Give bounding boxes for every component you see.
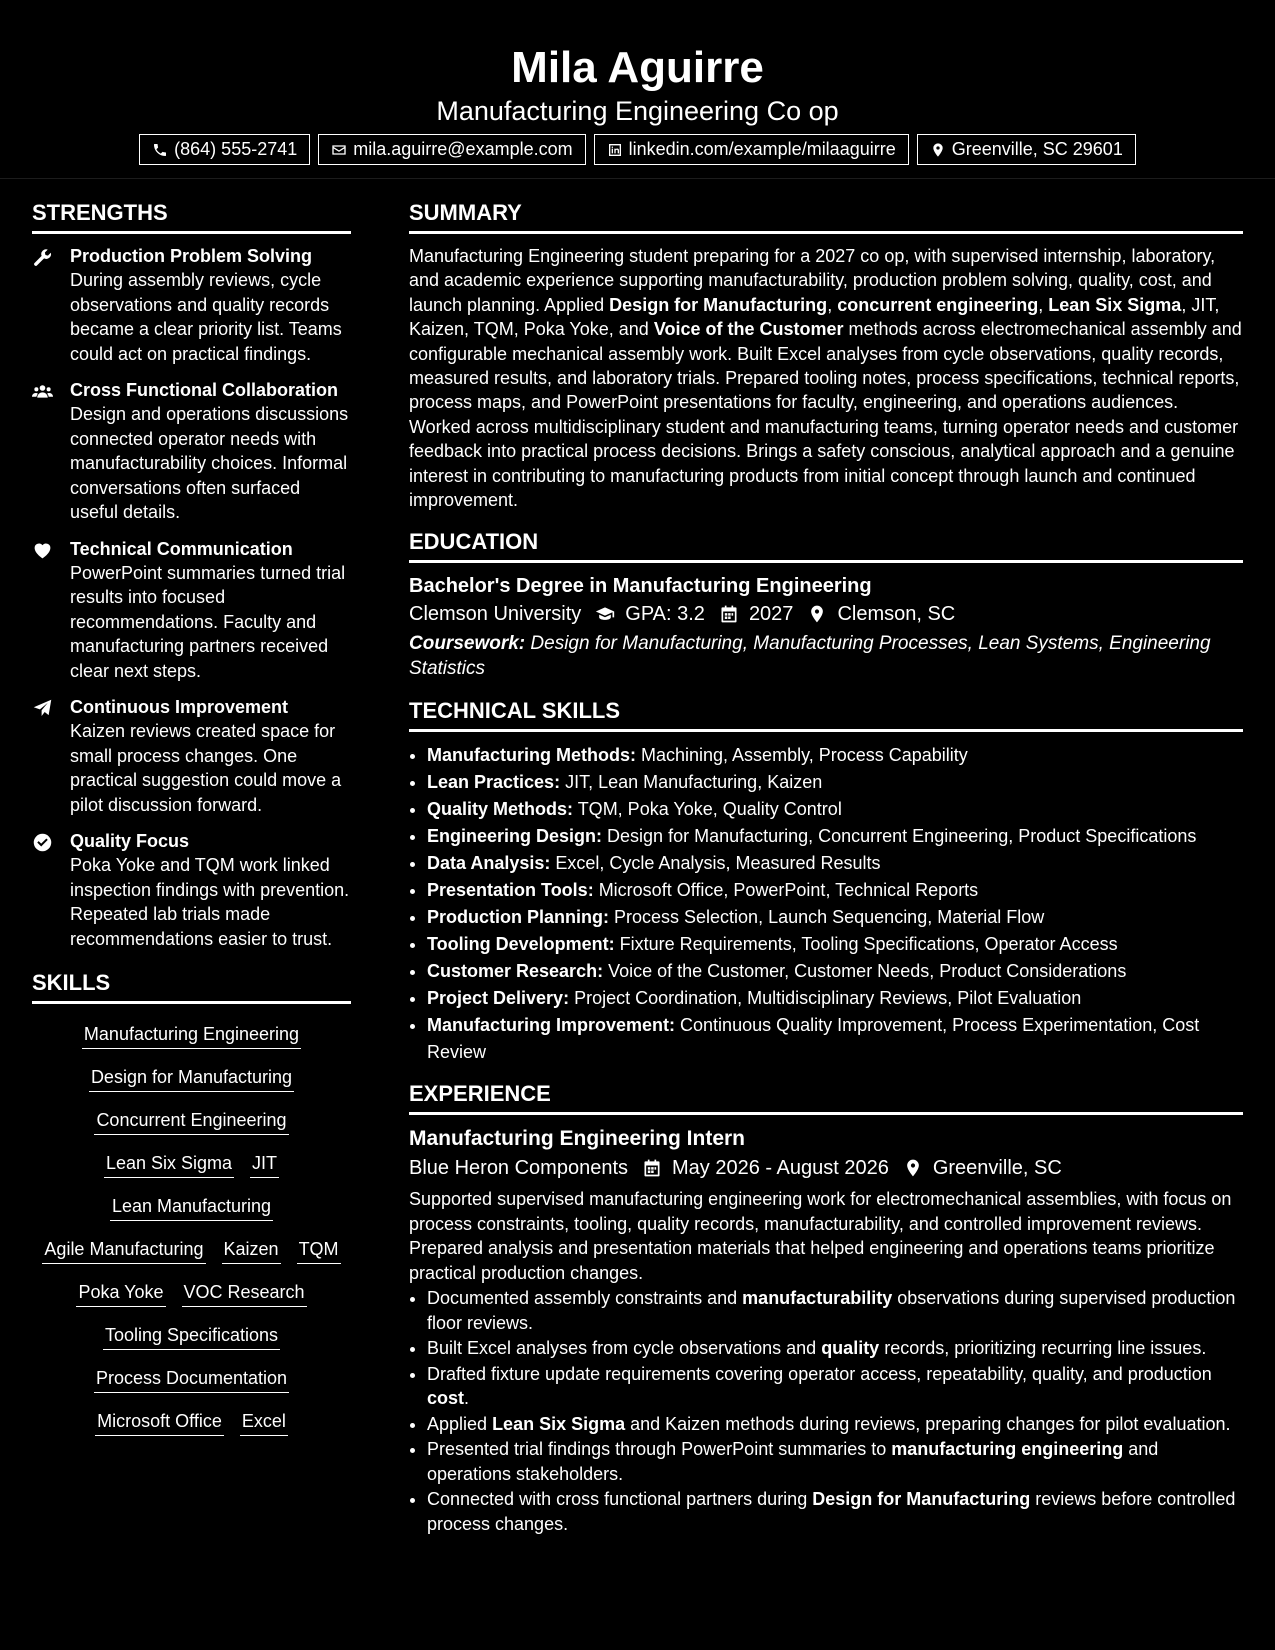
left-column: [32, 179, 351, 1536]
technical-skill-label: Production Planning:: [427, 907, 609, 928]
strength-item: [32, 695, 351, 817]
job-dates: May 2026 - August 2026: [672, 1157, 889, 1180]
technical-skill-item: [427, 1012, 1243, 1066]
skill-row: [94, 1108, 288, 1135]
technical-skill-label: Manufacturing Improvement:: [427, 1015, 676, 1036]
technical-skill-value: Design for Manufacturing, Concurrent Engineering, Product Specifications: [602, 826, 1197, 847]
paper-plane-icon: [32, 698, 53, 719]
skill-tag: Concurrent Engineering: [94, 1108, 288, 1135]
strength-description: Poka Yoke and TQM work linked inspection findings with prevention. Repeated lab trials made recommendations easier to trust.: [70, 855, 350, 949]
company-name: Blue Heron Components: [409, 1157, 629, 1180]
education-meta: [409, 599, 1243, 629]
summary-text: [409, 244, 1243, 512]
technical-skill-value: Project Coordination, Multidisciplinary Reviews, Pilot Evaluation: [569, 988, 1082, 1009]
technical-skill-item: [427, 904, 1243, 931]
experience-bullet: [427, 1437, 1243, 1486]
bold-text: Design for Manufacturing: [812, 1489, 1031, 1510]
experience-bullet: [427, 1412, 1243, 1437]
experience-heading: EXPERIENCE: [409, 1080, 1243, 1115]
skill-row: [103, 1323, 280, 1350]
contact-email[interactable]: [318, 134, 585, 165]
experience-bullet: [427, 1362, 1243, 1411]
heart-icon: [32, 540, 53, 561]
job-location: Greenville, SC: [932, 1157, 1062, 1180]
linkedin-icon: [607, 142, 623, 158]
text-segment: .: [464, 1388, 470, 1409]
text-segment: and Kaizen methods during reviews, preparing changes for pilot evaluation.: [625, 1413, 1231, 1434]
skill-tag: Agile Manufacturing: [42, 1237, 205, 1264]
technical-skill-label: Engineering Design:: [427, 826, 603, 847]
graduation-cap-icon: [595, 604, 615, 624]
strength-title: Technical Communication: [70, 538, 293, 559]
school-location: Clemson, SC: [837, 603, 956, 626]
contact-location: [917, 134, 1136, 165]
job-description: Supported supervised manufacturing engineering work for electromechanical assemblies, with focus on process constraints, tooling, quality records, manufacturability, and controlled improvement reviews. Prepared analysis and presentation materials that helped engineering and operations teams prioritize practical production changes.: [409, 1189, 1232, 1283]
strengths-heading: STRENGTHS: [32, 199, 351, 234]
technical-skill-value: Voice of the Customer, Customer Needs, Product Considerations: [603, 961, 1127, 982]
summary-heading: SUMMARY: [409, 199, 1243, 234]
technical-skill-item: [427, 769, 1243, 796]
contact-linkedin[interactable]: [594, 134, 909, 165]
skill-tag: Lean Manufacturing: [110, 1194, 273, 1221]
skill-tag: Process Documentation: [94, 1366, 289, 1393]
skill-tag: TQM: [297, 1237, 341, 1264]
technical-skill-item: [427, 850, 1243, 877]
wrench-icon: [32, 247, 53, 268]
degree-title: Bachelor's Degree in Manufacturing Engineering: [409, 575, 872, 598]
strength-title: Continuous Improvement: [70, 697, 289, 717]
contact-phone[interactable]: [139, 134, 310, 165]
technical-skill-value: TQM, Poka Yoke, Quality Control: [573, 799, 842, 820]
bold-text: manufacturing engineering: [891, 1439, 1124, 1460]
candidate-role: Manufacturing Engineering Co op: [436, 96, 839, 126]
skill-tag: VOC Research: [182, 1280, 307, 1307]
candidate-name: Mila Aguirre: [511, 43, 764, 92]
skill-row: [95, 1409, 288, 1436]
skills-list: [32, 1022, 351, 1436]
right-column: [409, 179, 1243, 1536]
strength-description: Design and operations discussions connected operator needs with manufacturability choices. Informal conversations often surfaced useful details.: [70, 404, 349, 522]
skill-row: [76, 1280, 306, 1307]
skill-row: [82, 1022, 301, 1049]
experience-bullet: [427, 1286, 1243, 1335]
contact-email-text: mila.aguirre@example.com: [353, 139, 573, 159]
technical-skill-value: Machining, Assembly, Process Capability: [636, 745, 968, 766]
skill-row: [42, 1237, 340, 1264]
technical-skill-label: Data Analysis:: [427, 853, 551, 874]
experience-bullet: [427, 1336, 1243, 1361]
graduation-year: 2027: [748, 603, 794, 626]
bold-text: Design for Manufacturing: [609, 294, 828, 315]
contact-location-text: Greenville, SC 29601: [951, 139, 1123, 159]
text-segment: observations during supervised production floor reviews.: [427, 1288, 1236, 1333]
school-name: Clemson University: [409, 603, 582, 626]
skill-tag: Kaizen: [222, 1237, 281, 1264]
job-bullets: [409, 1286, 1243, 1536]
bold-text: Voice of the Customer: [653, 319, 844, 340]
technical-skill-label: Customer Research:: [427, 961, 604, 982]
calendar-icon: [642, 1158, 662, 1178]
strength-item: [32, 537, 351, 684]
technical-skill-item: [427, 958, 1243, 985]
technical-skill-item: [427, 742, 1243, 769]
skill-row: [104, 1151, 279, 1178]
technical-skill-label: Project Delivery:: [427, 988, 570, 1009]
technical-skill-label: Lean Practices:: [427, 772, 561, 793]
technical-skills-list: [409, 742, 1243, 1066]
technical-skill-value: Continuous Quality Improvement, Process Experimentation, Cost Review: [427, 1015, 1200, 1063]
text-segment: reviews before controlled process changes.: [427, 1489, 1236, 1534]
bold-text: concurrent engineering: [837, 294, 1039, 315]
technical-skill-value: JIT, Lean Manufacturing, Kaizen: [560, 772, 823, 793]
strengths-list: [32, 244, 351, 951]
text-segment: Built Excel analyses from cycle observations and: [427, 1338, 822, 1359]
technical-skill-value: Excel, Cycle Analysis, Measured Results: [550, 853, 881, 874]
technical-skill-value: Fixture Requirements, Tooling Specifications, Operator Access: [614, 934, 1118, 955]
text-segment: records, prioritizing recurring line issues.: [879, 1338, 1207, 1359]
check-circle-icon: [32, 832, 53, 853]
technical-skill-label: Tooling Development:: [427, 934, 615, 955]
contact-bar: [0, 134, 1275, 165]
strength-title: Cross Functional Collaboration: [70, 380, 339, 400]
bold-text: Lean Six Sigma: [492, 1413, 626, 1434]
text-segment: ,: [827, 294, 838, 315]
strength-description: PowerPoint summaries turned trial results into focused recommendations. Faculty and manufacturing partners received clear next steps.: [70, 562, 346, 681]
skill-row: [94, 1366, 289, 1393]
text-segment: and operations stakeholders.: [427, 1439, 1159, 1484]
skill-tag: Tooling Specifications: [103, 1323, 280, 1350]
coursework: [409, 631, 1243, 681]
bold-text: Lean Six Sigma: [1048, 294, 1182, 315]
skill-tag: Microsoft Office: [95, 1409, 224, 1436]
map-pin-icon: [807, 604, 827, 624]
technical-skill-item: [427, 823, 1243, 850]
calendar-icon: [719, 604, 739, 624]
technical-skill-value: Process Selection, Launch Sequencing, Material Flow: [609, 907, 1045, 928]
experience-bullet: [427, 1487, 1243, 1536]
bold-text: quality: [821, 1338, 880, 1359]
coursework-label: Coursework:: [409, 633, 526, 655]
text-segment: Presented trial findings through PowerPoint summaries to: [427, 1439, 892, 1460]
map-pin-icon: [930, 142, 946, 158]
technical-skill-label: Quality Methods:: [427, 799, 574, 820]
technical-skill-item: [427, 931, 1243, 958]
users-icon: [32, 381, 53, 402]
technical-skill-item: [427, 985, 1243, 1012]
technical-skill-label: Presentation Tools:: [427, 880, 594, 901]
resume-header: [0, 0, 1275, 179]
technical-skill-label: Manufacturing Methods:: [427, 745, 636, 766]
skill-tag: Excel: [240, 1409, 288, 1436]
bold-text: manufacturability: [742, 1288, 893, 1309]
strength-item: [32, 829, 351, 951]
strength-title: Quality Focus: [70, 831, 190, 851]
skills-heading: SKILLS: [32, 969, 351, 1004]
text-segment: Documented assembly constraints and: [427, 1288, 743, 1309]
text-segment: methods across electromechanical assembly and configurable mechanical assembly work. Built Excel analyses from cycle observations, quality records, measured results, and laboratory trials. Prepared tooling notes, process specifications, technical reports, process maps, and PowerPoint presentations for faculty, engineering, and operations audiences. Worked across multidisciplinary student and manufacturing teams, turning operator needs and customer feedback into practical process decisions. Brings a safety conscious, analytical approach and a genuine interest in contributing to manufacturing products from initial concept through launch and continued improvement.: [409, 319, 1242, 511]
technical-skills-heading: TECHNICAL SKILLS: [409, 697, 1243, 732]
contact-phone-text: (864) 555-2741: [174, 139, 298, 159]
skill-tag: Poka Yoke: [76, 1280, 165, 1307]
gpa: GPA: 3.2: [625, 603, 705, 626]
education-heading: EDUCATION: [409, 528, 1243, 563]
text-segment: , JIT, Kaizen, TQM, Poka Yoke, and: [409, 294, 1220, 340]
skill-tag: Manufacturing Engineering: [82, 1022, 301, 1049]
strength-item: [32, 378, 351, 525]
envelope-icon: [331, 142, 347, 158]
text-segment: Manufacturing Engineering student preparing for a 2027 co op, with supervised internship, laboratory, and academic experience supporting manufacturability, production problem solving, quality, cost, and launch planning. Applied: [409, 246, 1216, 315]
strength-description: Kaizen reviews created space for small process changes. One practical suggestion could move a pilot discussion forward.: [70, 721, 342, 815]
contact-linkedin-text: linkedin.com/example/milaaguirre: [628, 139, 896, 159]
skill-row: [110, 1194, 273, 1221]
skill-tag: Design for Manufacturing: [89, 1065, 294, 1092]
phone-icon: [152, 142, 168, 158]
technical-skill-value: Microsoft Office, PowerPoint, Technical Reports: [593, 880, 979, 901]
text-segment: ,: [1038, 294, 1049, 315]
strength-item: [32, 244, 351, 366]
technical-skill-item: [427, 796, 1243, 823]
map-pin-icon: [903, 1158, 923, 1178]
coursework-list: Design for Manufacturing, Manufacturing Processes, Lean Systems, Engineering Statistics: [409, 633, 1211, 680]
text-segment: Drafted fixture update requirements covering operator access, repeatability, quality, and production: [427, 1363, 1212, 1384]
strength-description: During assembly reviews, cycle observations and quality records became a clear priority list. Teams could act on practical findings.: [70, 270, 342, 364]
strength-title: Production Problem Solving: [70, 246, 313, 266]
text-segment: Connected with cross functional partners during: [427, 1489, 813, 1510]
bold-text: cost: [427, 1388, 465, 1409]
text-segment: Applied: [427, 1413, 493, 1434]
skill-row: [89, 1065, 294, 1092]
job-title: Manufacturing Engineering Intern: [409, 1127, 746, 1151]
technical-skill-item: [427, 877, 1243, 904]
skill-tag: JIT: [250, 1151, 279, 1178]
skill-tag: Lean Six Sigma: [104, 1151, 234, 1178]
job-meta: [409, 1153, 1243, 1183]
